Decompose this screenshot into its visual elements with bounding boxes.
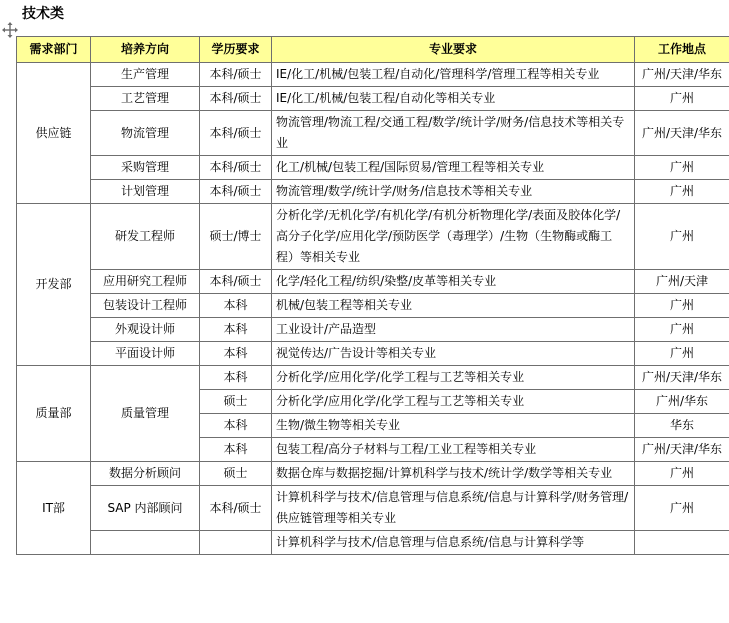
header-dept: 需求部门	[17, 37, 91, 63]
degree-cell: 本科	[200, 414, 272, 438]
direction-cell: 外观设计师	[91, 318, 200, 342]
table-row	[17, 270, 729, 294]
degree-cell: 本科/硕士	[200, 486, 272, 531]
section-title: 技术类	[22, 6, 64, 22]
degree-cell: 本科	[200, 294, 272, 318]
direction-cell: 物流管理	[91, 111, 200, 156]
header-direction: 培养方向	[91, 37, 200, 63]
location-cell	[635, 531, 729, 555]
major-cell: 视觉传达/广告设计等相关专业	[272, 342, 635, 366]
degree-cell: 本科/硕士	[200, 63, 272, 87]
header-major: 专业要求	[272, 37, 635, 63]
table-row	[17, 318, 729, 342]
location-cell: 广州	[635, 486, 729, 531]
direction-cell: 数据分析顾问	[91, 462, 200, 486]
major-cell: 包装工程/高分子材料与工程/工业工程等相关专业	[272, 438, 635, 462]
requirements-table	[16, 36, 729, 555]
location-cell: 广州	[635, 204, 729, 270]
direction-cell: 质量管理	[91, 366, 200, 462]
location-cell: 广州/天津/华东	[635, 366, 729, 390]
header-degree: 学历要求	[200, 37, 272, 63]
major-cell: 生物/微生物等相关专业	[272, 414, 635, 438]
major-cell: 物流管理/数学/统计学/财务/信息技术等相关专业	[272, 180, 635, 204]
degree-cell: 本科/硕士	[200, 270, 272, 294]
location-cell: 广州	[635, 462, 729, 486]
major-cell: 数据仓库与数据挖掘/计算机科学与技术/统计学/数学等相关专业	[272, 462, 635, 486]
location-cell: 广州/华东	[635, 390, 729, 414]
major-cell: IE/化工/机械/包装工程/自动化等相关专业	[272, 87, 635, 111]
degree-cell: 本科/硕士	[200, 87, 272, 111]
table-row	[17, 486, 729, 531]
degree-cell: 硕士/博士	[200, 204, 272, 270]
table-row	[17, 531, 729, 555]
location-cell: 广州/天津/华东	[635, 63, 729, 87]
major-cell: 物流管理/物流工程/交通工程/数学/统计学/财务/信息技术等相关专业	[272, 111, 635, 156]
degree-cell: 本科/硕士	[200, 180, 272, 204]
direction-cell: 平面设计师	[91, 342, 200, 366]
major-cell: IE/化工/机械/包装工程/自动化/管理科学/管理工程等相关专业	[272, 63, 635, 87]
direction-cell: 计划管理	[91, 180, 200, 204]
header-location: 工作地点	[635, 37, 729, 63]
dept-cell: 开发部	[17, 204, 91, 366]
table-row	[17, 180, 729, 204]
major-cell: 工业设计/产品造型	[272, 318, 635, 342]
location-cell: 广州	[635, 156, 729, 180]
table-row	[17, 366, 729, 390]
table-row	[17, 156, 729, 180]
table-row	[17, 204, 729, 270]
degree-cell: 硕士	[200, 462, 272, 486]
location-cell: 华东	[635, 414, 729, 438]
major-cell: 计算机科学与技术/信息管理与信息系统/信息与计算科学/财务管理/供应链管理等相关专业	[272, 486, 635, 531]
degree-cell: 本科	[200, 438, 272, 462]
major-cell: 机械/包装工程等相关专业	[272, 294, 635, 318]
dept-cell: 供应链	[17, 63, 91, 204]
direction-cell: 应用研究工程师	[91, 270, 200, 294]
table-row	[17, 294, 729, 318]
location-cell: 广州/天津/华东	[635, 111, 729, 156]
dept-cell: 质量部	[17, 366, 91, 462]
location-cell: 广州	[635, 294, 729, 318]
location-cell: 广州/天津/华东	[635, 438, 729, 462]
degree-cell	[200, 531, 272, 555]
major-cell: 分析化学/无机化学/有机化学/有机分析物理化学/表面及胶体化学/高分子化学/应用化学/预防医学（毒理学）/生物（生物酶或酶工程）等相关专业	[272, 204, 635, 270]
location-cell: 广州	[635, 318, 729, 342]
table-row	[17, 462, 729, 486]
location-cell: 广州	[635, 342, 729, 366]
degree-cell: 本科	[200, 366, 272, 390]
direction-cell: 采购管理	[91, 156, 200, 180]
major-cell: 计算机科学与技术/信息管理与信息系统/信息与计算科学等	[272, 531, 635, 555]
major-cell: 分析化学/应用化学/化学工程与工艺等相关专业	[272, 390, 635, 414]
direction-cell: 包装设计工程师	[91, 294, 200, 318]
degree-cell: 本科/硕士	[200, 111, 272, 156]
location-cell: 广州	[635, 180, 729, 204]
direction-cell: 工艺管理	[91, 87, 200, 111]
table-row	[17, 63, 729, 87]
table-row	[17, 342, 729, 366]
direction-cell: SAP 内部顾问	[91, 486, 200, 531]
location-cell: 广州/天津	[635, 270, 729, 294]
location-cell: 广州	[635, 87, 729, 111]
dept-cell: IT部	[17, 462, 91, 555]
degree-cell: 本科	[200, 318, 272, 342]
table-row	[17, 111, 729, 156]
major-cell: 化工/机械/包装工程/国际贸易/管理工程等相关专业	[272, 156, 635, 180]
degree-cell: 本科	[200, 342, 272, 366]
table-row	[17, 87, 729, 111]
degree-cell: 硕士	[200, 390, 272, 414]
direction-cell	[91, 531, 200, 555]
header-row	[17, 37, 729, 63]
degree-cell: 本科/硕士	[200, 156, 272, 180]
direction-cell: 生产管理	[91, 63, 200, 87]
major-cell: 分析化学/应用化学/化学工程与工艺等相关专业	[272, 366, 635, 390]
major-cell: 化学/轻化工程/纺织/染整/皮革等相关专业	[272, 270, 635, 294]
direction-cell: 研发工程师	[91, 204, 200, 270]
